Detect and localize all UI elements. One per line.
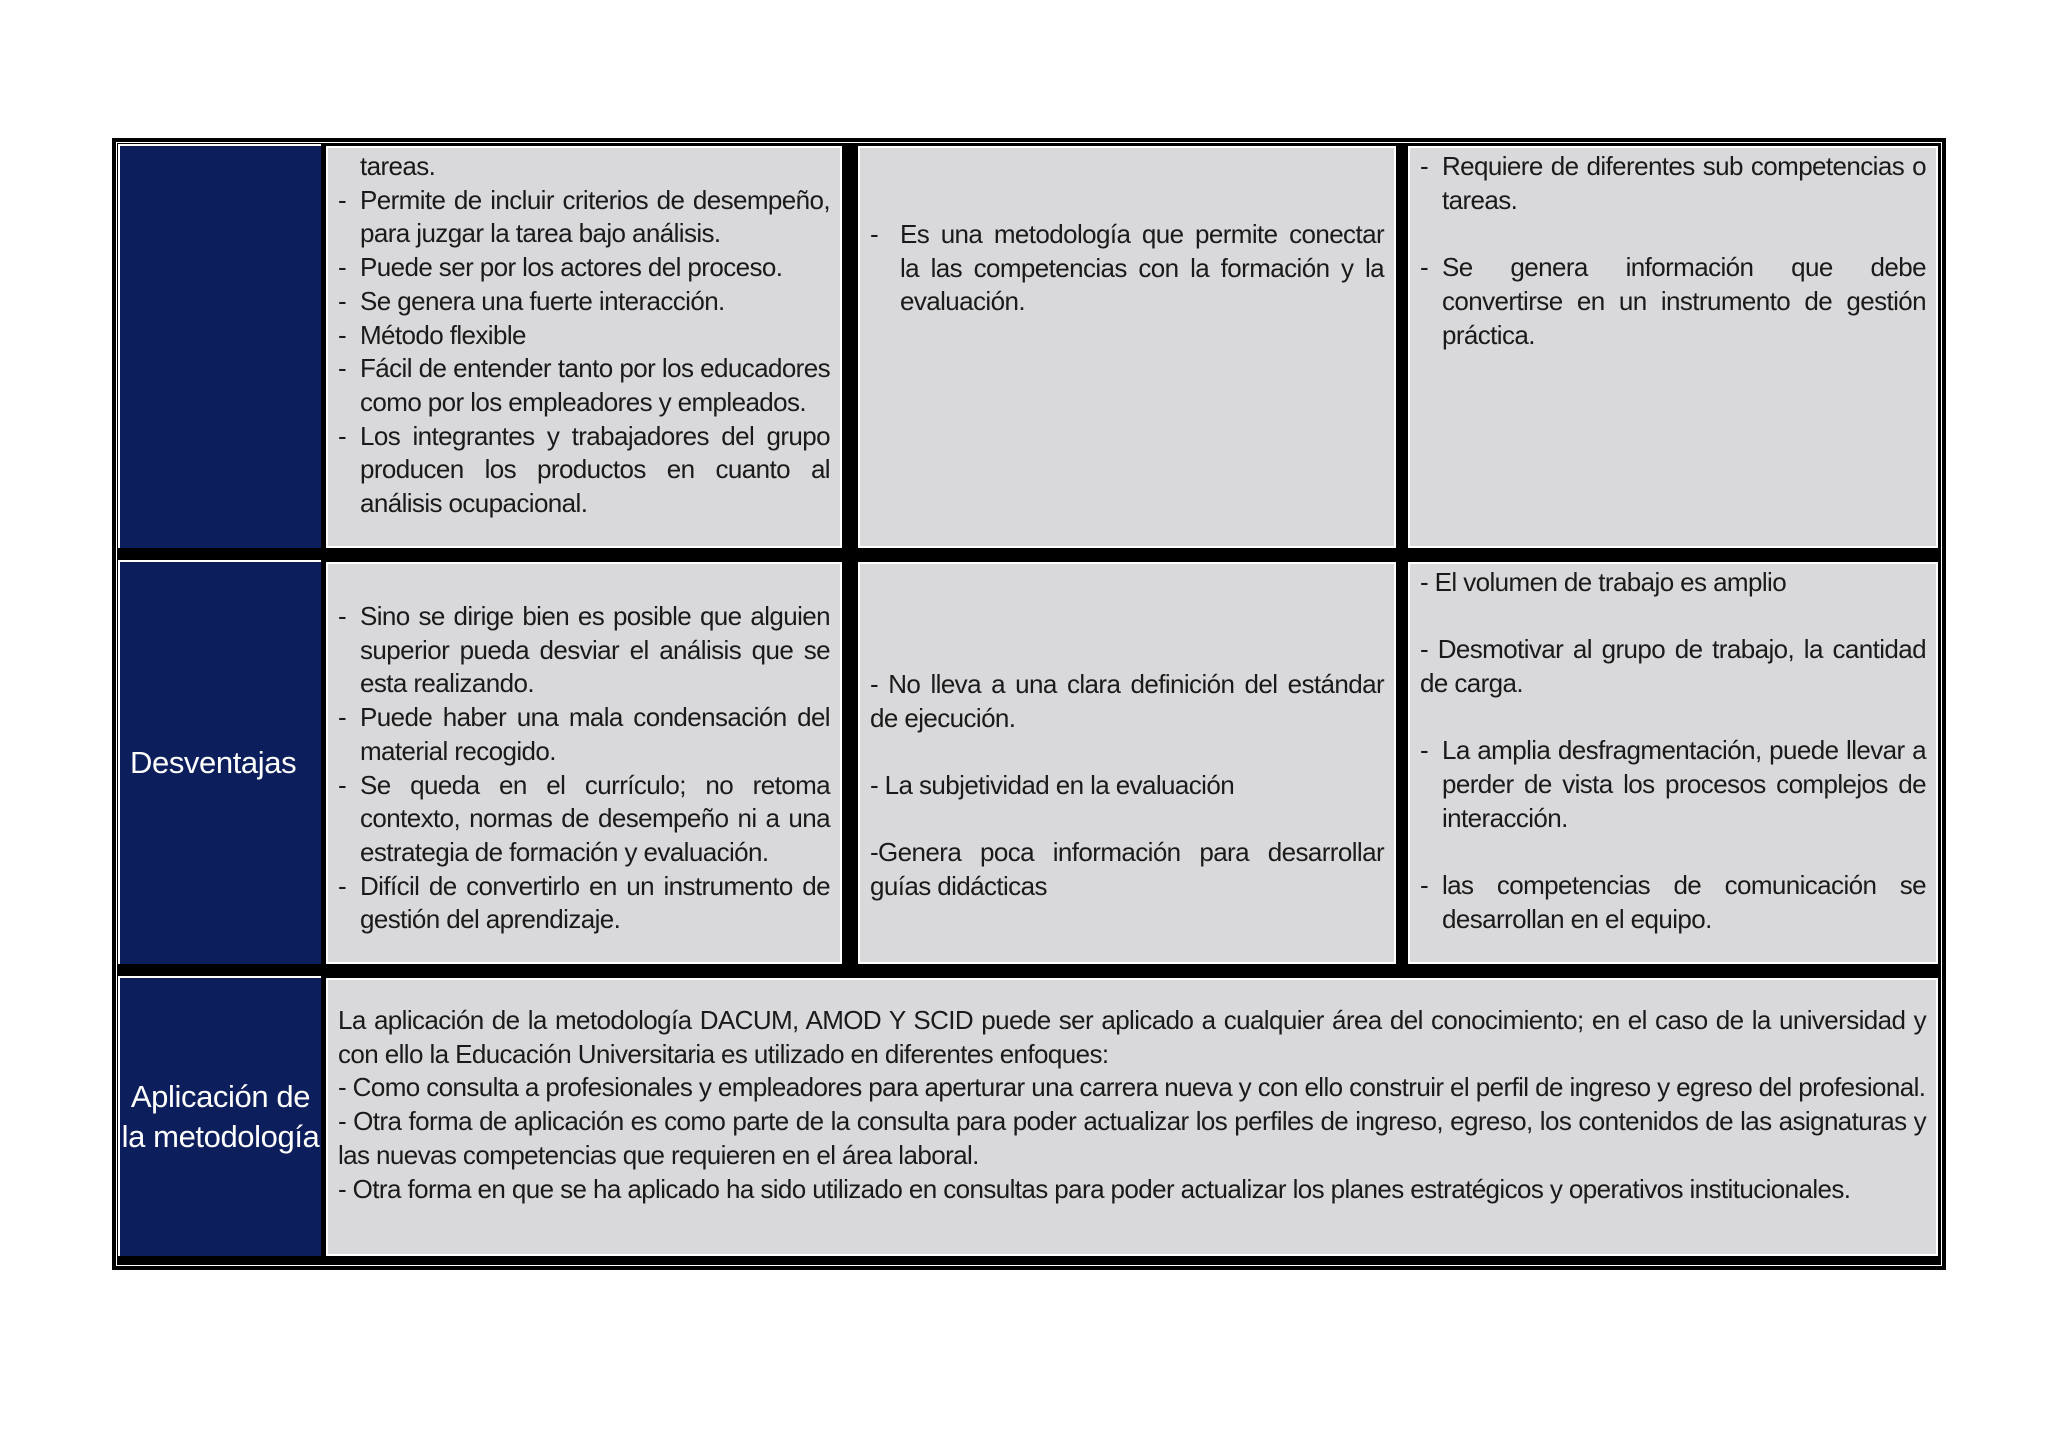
list-item: - Requiere de diferentes sub competencias o tareas. (1420, 151, 1926, 215)
row-header-desventajas-label: Desventajas (130, 745, 297, 780)
paragraph: - Como consulta a profesionales y empleadores para aperturar una carrera nueva y con ello construir el perfil de ingreso y egreso del profesional. (338, 1072, 1926, 1103)
desventajas-col1-cell (326, 562, 842, 964)
ventajas-col1-cell (326, 146, 842, 548)
aplicacion-cell (326, 978, 1938, 1256)
list-item: - Fácil de entender tanto por los educadores como por los empleadores y empleados. (338, 353, 830, 417)
ventajas-col3-cell (1408, 146, 1938, 548)
list-item: - Método flexible (338, 319, 526, 350)
list-item: - Permite de incluir criterios de desempeño, para juzgar la tarea bajo análisis. (338, 184, 830, 249)
list-item: - Se queda en el currículo; no retoma contexto, normas de desempeño ni a una estrategia de formación y evaluación. (338, 769, 830, 867)
list-item: - las competencias de comunicación se desarrollan en el equipo. (1420, 870, 1926, 934)
list-item: - El volumen de trabajo es amplio (1420, 567, 1787, 597)
list-item: - Desmotivar al grupo de trabajo, la cantidad de carga. (1420, 634, 1926, 699)
list-item: tareas. (360, 151, 436, 181)
list-item: - Puede ser por los actores del proceso. (338, 252, 783, 283)
row-header-ventajas (118, 144, 321, 548)
list-item: - La subjetividad en la evaluación (870, 770, 1235, 801)
row-header-aplicacion (118, 976, 321, 1256)
row-header-aplicacion-label: Aplicación de la metodología (121, 1079, 320, 1154)
row-header-desventajas (118, 560, 321, 964)
paragraph: - Otra forma de aplicación es como parte de la consulta para poder actualizar los perfiles de ingreso, egreso, los contenidos de las asignaturas y las nuevas competencias que requieren en el área laboral. (338, 1106, 1926, 1170)
desventajas-col2-cell (858, 562, 1396, 964)
comparison-table (112, 138, 1946, 1270)
list-item: - La amplia desfragmentación, puede llevar a perder de vista los procesos complejos de interacción. (1420, 735, 1926, 833)
list-item: - Se genera una fuerte interacción. (338, 285, 725, 316)
ventajas-col2-cell (858, 146, 1396, 548)
list-item: - Puede haber una mala condensación del material recogido. (338, 702, 830, 766)
list-item: - Se genera información que debe convertirse en un instrumento de gestión práctica. (1420, 252, 1926, 350)
list-item: - No lleva a una clara definición del estándar de ejecución. (870, 669, 1384, 733)
desventajas-col3-cell (1408, 562, 1938, 964)
list-item: - Sino se dirige bien es posible que alguien superior pueda desviar el análisis que se esta realizando. (338, 601, 830, 699)
paragraph: - Otra forma en que se ha aplicado ha sido utilizado en consultas para poder actualizar los planes estratégicos y operativos institucionales. (338, 1173, 1851, 1204)
list-item: - Los integrantes y trabajadores del grupo producen los productos en cuanto al análisis ocupacional. (338, 420, 830, 519)
list-item: -Genera poca información para desarrollar guías didácticas (870, 837, 1384, 902)
list-item: - Es una metodología que permite conectar la las competencias con la formación y la evaluación. (870, 219, 1384, 317)
list-item: - Difícil de convertirlo en un instrumento de gestión del aprendizaje. (338, 870, 830, 935)
paragraph: La aplicación de la metodología DACUM, AMOD Y SCID puede ser aplicado a cualquier área del conocimiento; en el caso de la universidad y con ello la Educación Universitaria es utilizado en diferentes enfoques: (338, 1005, 1926, 1069)
